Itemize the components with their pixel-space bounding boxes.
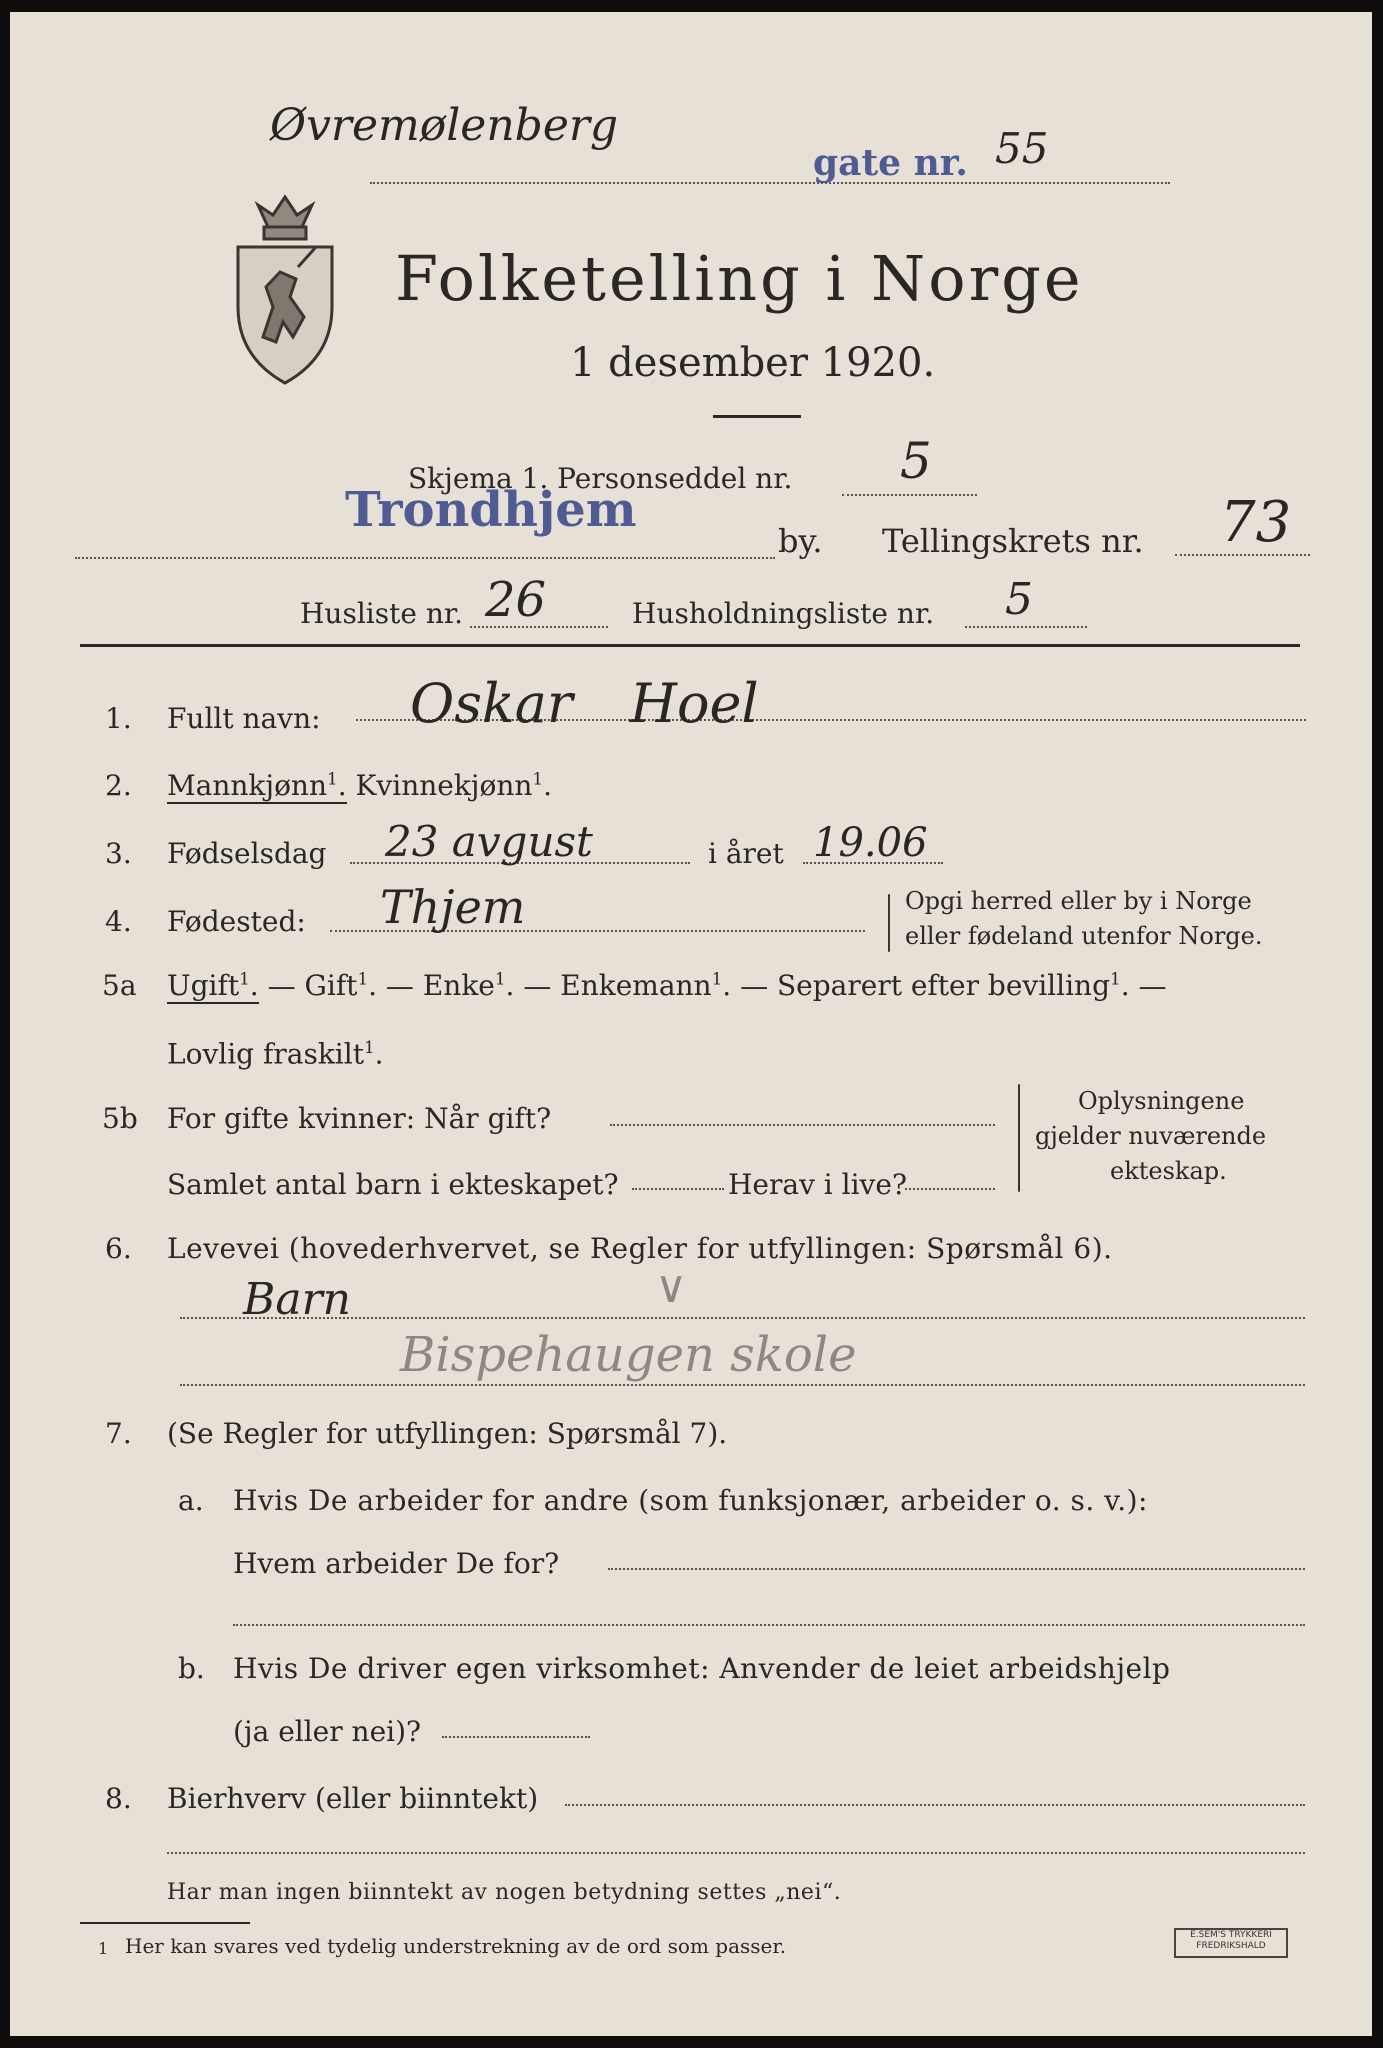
q5b-barn-label: Samlet antal barn i ekteskapet? (167, 1168, 619, 1201)
q3-value: 23 avgust (385, 817, 593, 866)
by-label: by. (778, 522, 823, 560)
street-number: 55 (995, 124, 1049, 173)
skjema-label: Skjema 1. Personseddel nr. (408, 462, 793, 495)
printer-imprint: E.SEM'S TRYKKERI FREDRIKSHALD (1174, 1928, 1288, 1958)
street-dotted-line (370, 182, 1170, 184)
q6-value: Barn (243, 1274, 351, 1325)
husholdning-label: Husholdningsliste nr. (632, 597, 935, 630)
q8-number: 8. (105, 1782, 132, 1815)
q4-note-line2: eller fødeland utenfor Norge. (905, 922, 1263, 950)
q6-label: Levevei (hovederhvervet, se Regler for utfyllingen: Spørsmål 6). (167, 1232, 1113, 1265)
q5b-note-line2: gjelder nuværende (1035, 1122, 1267, 1150)
q5a-separert: Separert efter bevilling$^1$. (777, 969, 1130, 1003)
q6-dotted-line1 (180, 1317, 1305, 1319)
q3-year-label: i året (708, 837, 784, 870)
q1-value: Oskar Hoel (410, 672, 759, 735)
tellingskrets-value: 73 (1220, 490, 1292, 555)
q5a-enkemann: Enkemann$^1$. (560, 969, 732, 1003)
q5b-note-line3: ekteskap. (1110, 1157, 1227, 1185)
husliste-label: Husliste nr. (300, 597, 464, 630)
biinntekt-note: Har man ingen biinntekt av nogen betydning settes „nei“. (167, 1880, 842, 1905)
q3-number: 3. (105, 837, 132, 870)
q2-number: 2. (105, 769, 132, 802)
q7b-dotted-line (442, 1736, 590, 1738)
q5a-options: Ugift$^1$. — Gift$^1$. — Enke$^1$. — Enkemann$^1$. — Separert efter bevilling$^1$. — (167, 969, 1167, 1003)
q2-options (167, 769, 552, 802)
q1-label: Fullt navn: (167, 702, 321, 735)
footnote-rule (80, 1922, 250, 1924)
skjema-value: 5 (900, 432, 932, 490)
q7b-line2: (ja eller nei)? (233, 1715, 422, 1748)
q4-note-line1: Opgi herred eller by i Norge (905, 887, 1252, 915)
q5a-line2: Lovlig fraskilt$^1$. (167, 1037, 384, 1071)
q6-value-extra-mark: ∨ (655, 1262, 688, 1313)
tellingskrets-label: Tellingskrets nr. (882, 522, 1144, 560)
husholdning-value: 5 (1005, 574, 1033, 625)
coat-of-arms-icon (228, 187, 342, 387)
q5b-barn-dotted-line (632, 1188, 724, 1190)
q4-number: 4. (105, 905, 132, 938)
q5b-live-dotted-line (905, 1188, 995, 1190)
q2-kvinne: Kvinnekjønn$^1$. (355, 769, 553, 803)
skjema-dotted-line (842, 494, 977, 496)
q5a-number: 5a (102, 969, 137, 1002)
q5b-dotted-line (610, 1124, 995, 1126)
q4-value: Thjem (380, 880, 526, 934)
q7a-line2: Hvem arbeider De for? (233, 1547, 560, 1580)
title-divider (713, 415, 801, 418)
q5b-number: 5b (102, 1102, 138, 1135)
header-rule (80, 644, 1300, 647)
q7a-letter: a. (178, 1484, 204, 1517)
footnote-text: Her kan svares ved tydelig understrekning av de ord som passer. (125, 1934, 787, 1958)
q4-label: Fødested: (167, 905, 306, 938)
q5a-gift: Gift$^1$. (304, 969, 378, 1003)
q7a-dotted-line1 (608, 1568, 1305, 1570)
street-handwritten: Øvremølenberg (270, 100, 619, 151)
q7a-label: Hvis De arbeider for andre (som funksjonær, arbeider o. s. v.): (233, 1484, 1148, 1517)
q5b-note-line1: Oplysningene (1078, 1087, 1245, 1115)
form-date: 1 desember 1920. (570, 340, 936, 386)
q4-note-brace (888, 894, 890, 952)
husliste-value: 26 (485, 572, 547, 628)
q5b-label: For gifte kvinner: Når gift? (167, 1102, 552, 1135)
q5a-ugift: Ugift$^1$. (167, 969, 259, 1003)
q5a-enke: Enke$^1$. (422, 969, 515, 1003)
q7-number: 7. (105, 1417, 132, 1450)
census-form (10, 12, 1372, 2036)
q7-label: (Se Regler for utfyllingen: Spørsmål 7). (167, 1417, 728, 1450)
q1-number: 1. (105, 702, 132, 735)
q5b-note-brace (1018, 1084, 1020, 1192)
q8-dotted-line1 (565, 1804, 1305, 1806)
q2-mann: Mannkjønn$^1$. (167, 769, 347, 803)
q8-label: Bierhverv (eller biinntekt) (167, 1782, 539, 1815)
q3-label: Fødselsdag (167, 837, 327, 870)
husholdning-dotted-line (965, 626, 1087, 628)
q6-number: 6. (105, 1232, 132, 1265)
street-stamp: gate nr. (813, 142, 968, 184)
q7a-dotted-line2 (233, 1624, 1305, 1626)
q6-value2: Bispehaugen skole (400, 1327, 857, 1383)
q6-dotted-line2 (180, 1384, 1305, 1386)
q3-year-value: 19.06 (813, 820, 928, 866)
footnote-number: 1 (98, 1939, 109, 1958)
q5b-live-label: Herav i live? (728, 1168, 907, 1201)
form-title: Folketelling i Norge (395, 242, 1084, 315)
q7b-label: Hvis De driver egen virksomhet: Anvender de leiet arbeidshjelp (233, 1652, 1171, 1685)
city-dotted-line (75, 557, 775, 559)
city-stamp: Trondhjem (345, 482, 637, 538)
q8-dotted-line2 (167, 1852, 1305, 1854)
q7b-letter: b. (178, 1652, 205, 1685)
